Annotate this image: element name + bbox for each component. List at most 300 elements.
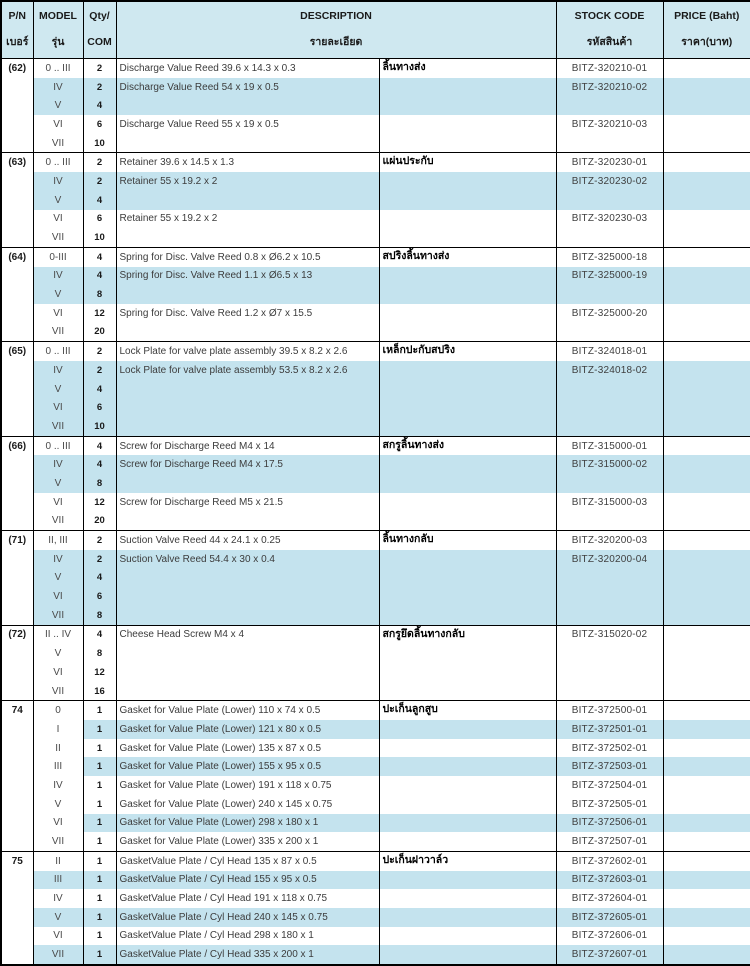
qty-per-com-cell: 4 xyxy=(83,267,116,286)
description-thai-cell xyxy=(379,720,556,739)
table-row xyxy=(1,945,750,965)
stock-code-cell: BITZ-372604-01 xyxy=(556,889,663,908)
part-number-cell xyxy=(1,115,33,134)
price-cell xyxy=(663,96,750,115)
stock-code-cell xyxy=(556,323,663,342)
table-row xyxy=(1,398,750,417)
table-row xyxy=(1,153,750,172)
part-number-cell xyxy=(1,945,33,965)
qty-per-com-cell: 8 xyxy=(83,644,116,663)
table-row xyxy=(1,436,750,455)
price-cell xyxy=(663,191,750,210)
description-cell: Gasket for Value Plate (Lower) 240 x 145 x 0.75 xyxy=(116,795,379,814)
column-header-stock-code-th: รหัสสินค้า xyxy=(586,36,633,49)
stock-code-cell: BITZ-315020-02 xyxy=(556,625,663,644)
table-header xyxy=(1,1,750,59)
price-cell xyxy=(663,720,750,739)
model-cell: I xyxy=(33,720,83,739)
part-number-cell xyxy=(1,739,33,758)
price-cell xyxy=(663,115,750,134)
description-thai-cell xyxy=(379,757,556,776)
part-number-cell xyxy=(1,908,33,927)
price-cell xyxy=(663,701,750,720)
column-header-qty-line2: COM xyxy=(87,36,112,49)
price-cell xyxy=(663,776,750,795)
column-header-qty-line1: Qty/ xyxy=(89,10,110,23)
model-cell: VI xyxy=(33,493,83,512)
stock-code-cell: BITZ-372503-01 xyxy=(556,757,663,776)
qty-per-com-cell: 2 xyxy=(83,361,116,380)
column-header-stock-code-en: STOCK CODE xyxy=(574,10,645,23)
qty-per-com-cell: 2 xyxy=(83,342,116,361)
stock-code-cell: BITZ-315000-03 xyxy=(556,493,663,512)
description-cell: Spring for Disc. Valve Reed 1.1 x Ø6.5 x 13 xyxy=(116,267,379,286)
model-cell: VII xyxy=(33,832,83,851)
price-cell xyxy=(663,569,750,588)
model-cell: 0 .. III xyxy=(33,59,83,78)
price-cell xyxy=(663,625,750,644)
model-cell: II, III xyxy=(33,531,83,550)
price-cell xyxy=(663,285,750,304)
description-thai-cell xyxy=(379,455,556,474)
model-cell: V xyxy=(33,644,83,663)
description-thai-cell xyxy=(379,380,556,399)
description-cell: Gasket for Value Plate (Lower) 298 x 180 x 1 xyxy=(116,814,379,833)
qty-per-com-cell: 2 xyxy=(83,550,116,569)
model-cell: II .. IV xyxy=(33,625,83,644)
model-cell: IV xyxy=(33,78,83,97)
stock-code-cell: BITZ-372603-01 xyxy=(556,871,663,890)
description-cell xyxy=(116,644,379,663)
part-number-cell xyxy=(1,304,33,323)
price-cell xyxy=(663,78,750,97)
qty-per-com-cell: 20 xyxy=(83,323,116,342)
description-thai-cell xyxy=(379,96,556,115)
description-thai-cell xyxy=(379,739,556,758)
qty-per-com-cell: 1 xyxy=(83,945,116,965)
qty-per-com-cell: 6 xyxy=(83,115,116,134)
description-thai-cell xyxy=(379,587,556,606)
description-cell xyxy=(116,512,379,531)
price-cell xyxy=(663,153,750,172)
price-cell xyxy=(663,398,750,417)
description-cell: Spring for Disc. Valve Reed 0.8 x Ø6.2 x 10.5 xyxy=(116,247,379,266)
qty-per-com-cell: 4 xyxy=(83,96,116,115)
qty-per-com-cell: 2 xyxy=(83,531,116,550)
qty-per-com-cell: 8 xyxy=(83,285,116,304)
description-thai-cell xyxy=(379,606,556,625)
part-number-cell xyxy=(1,795,33,814)
description-cell: Retainer 55 x 19.2 x 2 xyxy=(116,210,379,229)
part-number-cell xyxy=(1,776,33,795)
column-header-model xyxy=(33,1,83,59)
qty-per-com-cell: 1 xyxy=(83,739,116,758)
description-cell xyxy=(116,191,379,210)
model-cell: VII xyxy=(33,323,83,342)
description-cell: GasketValue Plate / Cyl Head 135 x 87 x 0.5 xyxy=(116,851,379,870)
price-cell xyxy=(663,644,750,663)
model-cell: V xyxy=(33,191,83,210)
stock-code-cell: BITZ-372505-01 xyxy=(556,795,663,814)
qty-per-com-cell: 2 xyxy=(83,172,116,191)
table-row xyxy=(1,531,750,550)
table-row xyxy=(1,701,750,720)
table-row xyxy=(1,361,750,380)
description-thai-cell xyxy=(379,927,556,946)
description-thai-cell xyxy=(379,889,556,908)
stock-code-cell xyxy=(556,644,663,663)
table-row xyxy=(1,682,750,701)
description-cell xyxy=(116,606,379,625)
qty-per-com-cell: 12 xyxy=(83,663,116,682)
stock-code-cell: BITZ-320200-03 xyxy=(556,531,663,550)
part-number-cell xyxy=(1,927,33,946)
table-row xyxy=(1,550,750,569)
qty-per-com-cell: 4 xyxy=(83,247,116,266)
part-number-cell xyxy=(1,134,33,153)
table-row xyxy=(1,172,750,191)
description-cell: Gasket for Value Plate (Lower) 121 x 80 x 0.5 xyxy=(116,720,379,739)
description-thai-cell: เหล็กปะกับสปริง xyxy=(379,342,556,361)
qty-per-com-cell: 2 xyxy=(83,78,116,97)
column-header-price-th: ราคา(บาท) xyxy=(681,36,733,49)
description-thai-cell xyxy=(379,663,556,682)
part-number-cell: (66) xyxy=(1,436,33,455)
table-row xyxy=(1,78,750,97)
qty-per-com-cell: 10 xyxy=(83,134,116,153)
qty-per-com-cell: 4 xyxy=(83,455,116,474)
table-row xyxy=(1,720,750,739)
part-number-cell xyxy=(1,682,33,701)
description-thai-cell xyxy=(379,191,556,210)
stock-code-cell xyxy=(556,285,663,304)
model-cell: IV xyxy=(33,550,83,569)
model-cell: V xyxy=(33,908,83,927)
description-thai-cell: ลิ้นทางกลับ xyxy=(379,531,556,550)
qty-per-com-cell: 1 xyxy=(83,889,116,908)
part-number-cell xyxy=(1,361,33,380)
model-cell: 0 .. III xyxy=(33,153,83,172)
stock-code-cell: BITZ-320230-03 xyxy=(556,210,663,229)
model-cell: VII xyxy=(33,134,83,153)
table-row xyxy=(1,115,750,134)
stock-code-cell xyxy=(556,682,663,701)
qty-per-com-cell: 4 xyxy=(83,380,116,399)
description-thai-cell: ลิ้นทางส่ง xyxy=(379,59,556,78)
stock-code-cell xyxy=(556,569,663,588)
qty-per-com-cell: 1 xyxy=(83,871,116,890)
description-cell: Discharge Value Reed 55 x 19 x 0.5 xyxy=(116,115,379,134)
price-cell xyxy=(663,380,750,399)
column-header-description-en: DESCRIPTION xyxy=(300,10,372,23)
part-number-cell: (63) xyxy=(1,153,33,172)
table-row xyxy=(1,625,750,644)
part-number-cell xyxy=(1,323,33,342)
table-row xyxy=(1,606,750,625)
price-cell xyxy=(663,134,750,153)
table-row xyxy=(1,134,750,153)
qty-per-com-cell: 2 xyxy=(83,153,116,172)
qty-per-com-cell: 1 xyxy=(83,795,116,814)
price-cell xyxy=(663,323,750,342)
price-cell xyxy=(663,757,750,776)
model-cell: VII xyxy=(33,417,83,436)
part-number-cell xyxy=(1,550,33,569)
price-cell xyxy=(663,927,750,946)
description-cell xyxy=(116,474,379,493)
description-thai-cell xyxy=(379,285,556,304)
table-row xyxy=(1,832,750,851)
qty-per-com-cell: 1 xyxy=(83,814,116,833)
description-cell: Cheese Head Screw M4 x 4 xyxy=(116,625,379,644)
model-cell: VI xyxy=(33,115,83,134)
stock-code-cell xyxy=(556,398,663,417)
qty-per-com-cell: 1 xyxy=(83,908,116,927)
model-cell: VI xyxy=(33,927,83,946)
price-cell xyxy=(663,417,750,436)
qty-per-com-cell: 4 xyxy=(83,436,116,455)
stock-code-cell: BITZ-320200-04 xyxy=(556,550,663,569)
table-row xyxy=(1,474,750,493)
qty-per-com-cell: 4 xyxy=(83,569,116,588)
description-cell xyxy=(116,682,379,701)
stock-code-cell: BITZ-372602-01 xyxy=(556,851,663,870)
description-thai-cell xyxy=(379,945,556,965)
table-row xyxy=(1,304,750,323)
part-number-cell xyxy=(1,871,33,890)
stock-code-cell: BITZ-325000-20 xyxy=(556,304,663,323)
stock-code-cell: BITZ-372507-01 xyxy=(556,832,663,851)
description-cell: GasketValue Plate / Cyl Head 240 x 145 x 0.75 xyxy=(116,908,379,927)
table-row xyxy=(1,191,750,210)
stock-code-cell xyxy=(556,191,663,210)
description-thai-cell: สกรูลิ้นทางส่ง xyxy=(379,436,556,455)
column-header-pn xyxy=(1,1,33,59)
table-row xyxy=(1,210,750,229)
price-cell xyxy=(663,172,750,191)
table-row xyxy=(1,663,750,682)
qty-per-com-cell: 12 xyxy=(83,493,116,512)
part-number-cell: (64) xyxy=(1,247,33,266)
qty-per-com-cell: 1 xyxy=(83,927,116,946)
description-thai-cell xyxy=(379,323,556,342)
description-cell: Lock Plate for valve plate assembly 39.5 x 8.2 x 2.6 xyxy=(116,342,379,361)
description-cell: Spring for Disc. Valve Reed 1.2 x Ø7 x 15.5 xyxy=(116,304,379,323)
column-header-price xyxy=(663,1,750,59)
model-cell: VI xyxy=(33,663,83,682)
model-cell: 0-III xyxy=(33,247,83,266)
stock-code-cell: BITZ-320210-03 xyxy=(556,115,663,134)
column-header-pn-th: เบอร์ xyxy=(6,36,29,49)
stock-code-cell: BITZ-372606-01 xyxy=(556,927,663,946)
price-cell xyxy=(663,455,750,474)
model-cell: IV xyxy=(33,172,83,191)
part-number-cell xyxy=(1,493,33,512)
part-number-cell: 75 xyxy=(1,851,33,870)
description-cell: Gasket for Value Plate (Lower) 191 x 118 x 0.75 xyxy=(116,776,379,795)
description-cell xyxy=(116,285,379,304)
description-thai-cell xyxy=(379,776,556,795)
price-cell xyxy=(663,550,750,569)
stock-code-cell: BITZ-324018-01 xyxy=(556,342,663,361)
stock-code-cell: BITZ-372502-01 xyxy=(556,739,663,758)
part-number-cell xyxy=(1,267,33,286)
part-number-cell: (72) xyxy=(1,625,33,644)
part-number-cell xyxy=(1,474,33,493)
description-thai-cell: ปะเก็นลูกสูบ xyxy=(379,701,556,720)
price-cell xyxy=(663,814,750,833)
description-thai-cell xyxy=(379,814,556,833)
description-thai-cell xyxy=(379,172,556,191)
price-cell xyxy=(663,474,750,493)
model-cell: VII xyxy=(33,606,83,625)
stock-code-cell xyxy=(556,380,663,399)
stock-code-cell: BITZ-320230-01 xyxy=(556,153,663,172)
description-thai-cell xyxy=(379,78,556,97)
table-row xyxy=(1,871,750,890)
description-cell: Gasket for Value Plate (Lower) 155 x 95 x 0.5 xyxy=(116,757,379,776)
price-cell xyxy=(663,739,750,758)
part-number-cell: (71) xyxy=(1,531,33,550)
part-number-cell xyxy=(1,606,33,625)
description-cell xyxy=(116,96,379,115)
description-cell: GasketValue Plate / Cyl Head 155 x 95 x 0.5 xyxy=(116,871,379,890)
qty-per-com-cell: 1 xyxy=(83,757,116,776)
description-cell: GasketValue Plate / Cyl Head 191 x 118 x 0.75 xyxy=(116,889,379,908)
model-cell: V xyxy=(33,285,83,304)
stock-code-cell: BITZ-324018-02 xyxy=(556,361,663,380)
model-cell: VI xyxy=(33,587,83,606)
model-cell: III xyxy=(33,871,83,890)
qty-per-com-cell: 16 xyxy=(83,682,116,701)
description-cell: Suction Valve Reed 44 x 24.1 x 0.25 xyxy=(116,531,379,550)
model-cell: 0 .. III xyxy=(33,342,83,361)
qty-per-com-cell: 1 xyxy=(83,776,116,795)
model-cell: VII xyxy=(33,228,83,247)
qty-per-com-cell: 8 xyxy=(83,474,116,493)
price-cell xyxy=(663,663,750,682)
description-cell: Gasket for Value Plate (Lower) 135 x 87 x 0.5 xyxy=(116,739,379,758)
description-thai-cell xyxy=(379,512,556,531)
description-cell xyxy=(116,398,379,417)
description-cell: Screw for Discharge Reed M4 x 17.5 xyxy=(116,455,379,474)
description-thai-cell xyxy=(379,361,556,380)
part-number-cell xyxy=(1,814,33,833)
part-number-cell xyxy=(1,285,33,304)
part-number-cell xyxy=(1,172,33,191)
qty-per-com-cell: 4 xyxy=(83,191,116,210)
table-row xyxy=(1,323,750,342)
description-thai-cell: สกรูยึดลิ้นทางกลับ xyxy=(379,625,556,644)
price-cell xyxy=(663,512,750,531)
part-number-cell xyxy=(1,78,33,97)
table-row xyxy=(1,644,750,663)
stock-code-cell xyxy=(556,587,663,606)
part-number-cell xyxy=(1,191,33,210)
table-row xyxy=(1,889,750,908)
price-cell xyxy=(663,945,750,965)
qty-per-com-cell: 1 xyxy=(83,832,116,851)
column-header-price-en: PRICE (Baht) xyxy=(674,10,740,23)
description-thai-cell xyxy=(379,210,556,229)
description-thai-cell xyxy=(379,795,556,814)
price-cell xyxy=(663,267,750,286)
description-cell xyxy=(116,228,379,247)
price-cell xyxy=(663,889,750,908)
description-cell xyxy=(116,569,379,588)
stock-code-cell: BITZ-372607-01 xyxy=(556,945,663,965)
qty-per-com-cell: 4 xyxy=(83,625,116,644)
model-cell: II xyxy=(33,739,83,758)
description-cell: Discharge Value Reed 54 x 19 x 0.5 xyxy=(116,78,379,97)
qty-per-com-cell: 6 xyxy=(83,398,116,417)
qty-per-com-cell: 1 xyxy=(83,701,116,720)
table-row xyxy=(1,247,750,266)
column-header-description-th: รายละเอียด xyxy=(309,36,363,49)
part-number-cell: (62) xyxy=(1,59,33,78)
description-thai-cell xyxy=(379,115,556,134)
table-row xyxy=(1,228,750,247)
stock-code-cell: BITZ-325000-18 xyxy=(556,247,663,266)
price-cell xyxy=(663,493,750,512)
stock-code-cell xyxy=(556,228,663,247)
price-cell xyxy=(663,436,750,455)
table-body xyxy=(1,59,750,966)
description-thai-cell xyxy=(379,417,556,436)
description-thai-cell xyxy=(379,682,556,701)
model-cell: IV xyxy=(33,361,83,380)
table-row xyxy=(1,776,750,795)
description-thai-cell xyxy=(379,267,556,286)
part-number-cell xyxy=(1,587,33,606)
stock-code-cell xyxy=(556,512,663,531)
part-number-cell xyxy=(1,644,33,663)
stock-code-cell xyxy=(556,606,663,625)
model-cell: VII xyxy=(33,512,83,531)
qty-per-com-cell: 10 xyxy=(83,228,116,247)
stock-code-cell: BITZ-320210-01 xyxy=(556,59,663,78)
table-row xyxy=(1,342,750,361)
model-cell: IV xyxy=(33,889,83,908)
part-number-cell xyxy=(1,455,33,474)
table-row xyxy=(1,417,750,436)
part-number-cell xyxy=(1,96,33,115)
stock-code-cell: BITZ-372504-01 xyxy=(556,776,663,795)
description-cell: Screw for Discharge Reed M5 x 21.5 xyxy=(116,493,379,512)
part-number-cell xyxy=(1,832,33,851)
price-cell xyxy=(663,795,750,814)
description-thai-cell: สปริงลิ้นทางส่ง xyxy=(379,247,556,266)
description-thai-cell xyxy=(379,134,556,153)
description-thai-cell xyxy=(379,228,556,247)
description-thai-cell xyxy=(379,644,556,663)
column-header-description xyxy=(116,1,556,59)
description-thai-cell: ปะเก็นฝาวาล์ว xyxy=(379,851,556,870)
description-thai-cell xyxy=(379,569,556,588)
model-cell: VI xyxy=(33,210,83,229)
qty-per-com-cell: 10 xyxy=(83,417,116,436)
model-cell: VI xyxy=(33,304,83,323)
description-thai-cell xyxy=(379,493,556,512)
description-cell xyxy=(116,323,379,342)
qty-per-com-cell: 6 xyxy=(83,587,116,606)
price-cell xyxy=(663,832,750,851)
description-cell: Retainer 39.6 x 14.5 x 1.3 xyxy=(116,153,379,172)
price-cell xyxy=(663,247,750,266)
column-header-model-en: MODEL xyxy=(39,10,77,23)
model-cell: VII xyxy=(33,945,83,965)
stock-code-cell: BITZ-372605-01 xyxy=(556,908,663,927)
